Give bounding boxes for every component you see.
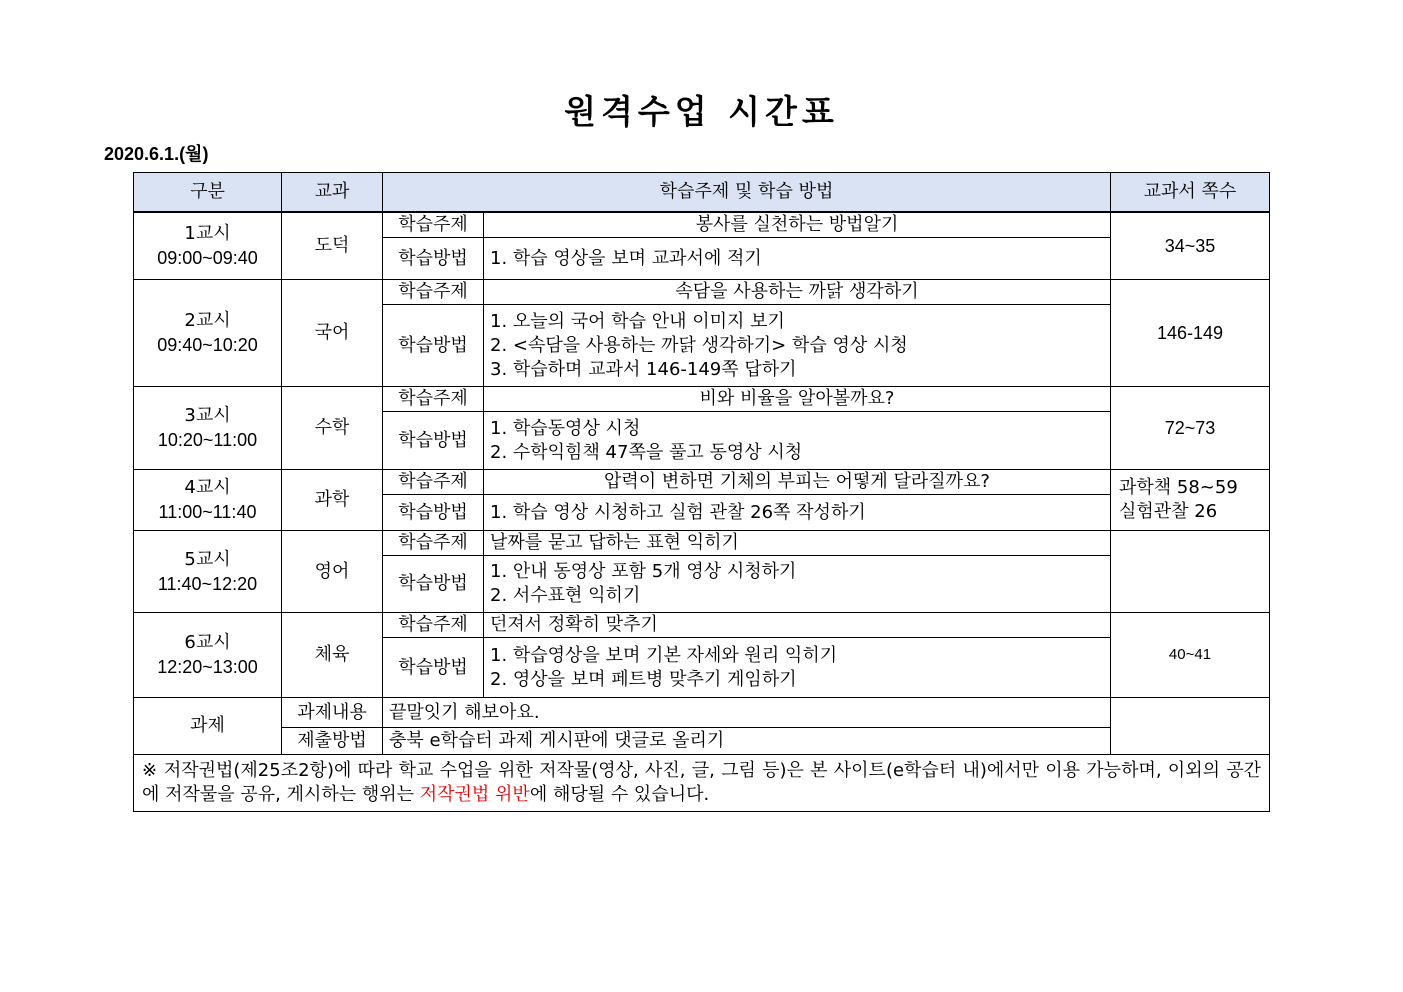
page-title: 원격수업 시간표 [564,92,839,131]
notice-text: ※ 저작권법(제25조2항)에 따라 학교 수업을 위한 저작물(영상, 사진, 글, 그림 등)은 본 사이트(e학습터 내)에서만 이용 가능하며, 이외의 공간에 저작물을 공유, 게시하는 행위는 [142,760,1261,805]
copyright-notice [134,755,1270,812]
pages-cell [1111,531,1270,613]
table-row [134,212,1270,238]
subject-cell: 수학 [282,387,383,470]
pages-line: 과학책 58~59 [1119,477,1238,498]
table-row [134,470,1270,495]
notice-highlight: 저작권법 위반 [419,784,530,805]
period-cell [134,212,282,280]
period-time: 11:40~12:20 [157,573,258,594]
pages-cell: 34~35 [1111,212,1270,280]
period-time: 09:40~10:20 [157,335,258,355]
table-row [134,698,1270,728]
period-cell [134,613,282,698]
period-label: 6교시 [184,632,231,653]
schedule-date: 2020.6.1.(월) [104,144,209,164]
period-time: 10:20~11:00 [157,430,258,450]
method-label: 학습방법 [383,238,484,280]
topic-text: 봉사를 실천하는 방법알기 [484,212,1111,238]
method-line: 1. 학습동영상 시청 [490,417,641,439]
method-line: 2. <속담을 사용하는 까닭 생각하기> 학습 영상 시청 [490,334,908,356]
homework-content: 끝말잇기 해보아요. [383,698,1111,728]
method-text [484,638,1111,698]
table-row [134,387,1270,412]
pages-cell: 40~41 [1111,613,1270,698]
method-line: 2. 수학익힘책 47쪽을 풀고 동영상 시청 [490,441,803,463]
topic-text: 압력이 변하면 기체의 부피는 어떻게 달라질까요? [484,470,1111,495]
method-label: 학습방법 [383,495,484,531]
pages-line: 실험관찰 26 [1119,501,1218,522]
period-cell [134,470,282,531]
method-label: 학습방법 [383,638,484,698]
pages-cell: 72~73 [1111,387,1270,470]
period-label: 5교시 [184,548,231,570]
period-cell [134,531,282,613]
method-line: 2. 서수표현 익히기 [490,585,641,606]
pages-cell: 146-149 [1111,280,1270,387]
subject-cell: 영어 [282,531,383,613]
period-label: 4교시 [184,477,231,498]
period-cell [134,387,282,470]
subject-cell: 국어 [282,280,383,387]
method-line: 3. 학습하며 교과서 146-149쪽 답하기 [490,358,797,380]
method-text [484,238,1111,280]
topic-label: 학습주제 [383,387,484,412]
period-label: 2교시 [184,310,231,331]
homework-submit: 충북 e학습터 과제 게시판에 댓글로 올리기 [383,728,1111,755]
period-cell [134,280,282,387]
topic-text: 비와 비율을 알아볼까요? [484,387,1111,412]
method-text [484,305,1111,387]
topic-label: 학습주제 [383,531,484,556]
method-line: 2. 영상을 보며 페트병 맞추기 게임하기 [490,668,797,690]
header-row [134,173,1270,213]
topic-label: 학습주제 [383,613,484,638]
subject-cell: 과학 [282,470,383,531]
method-text [484,412,1111,470]
period-time: 12:20~13:00 [157,657,258,677]
method-line: 1. 학습 영상을 보며 교과서에 적기 [490,247,762,269]
homework-submit-label: 제출방법 [282,728,383,755]
pages-cell [1111,470,1270,531]
topic-text: 던져서 정확히 맞추기 [484,613,1111,638]
topic-label: 학습주제 [383,280,484,305]
homework-pages-cell [1111,698,1270,755]
topic-text: 날짜를 묻고 답하는 표현 익히기 [484,531,1111,556]
topic-label: 학습주제 [383,470,484,495]
schedule-table [133,172,1270,812]
table-row [134,755,1270,812]
method-label: 학습방법 [383,412,484,470]
period-time: 11:00~11:40 [158,502,257,522]
table-row [134,613,1270,638]
period-label: 1교시 [184,223,231,244]
period-time: 09:00~09:40 [157,248,258,268]
subject-cell: 도덕 [282,212,383,280]
header-division: 구분 [134,173,282,213]
header-subject: 교과 [282,173,383,213]
table-row [134,280,1270,305]
homework-label: 과제 [134,698,282,755]
method-text [484,495,1111,531]
method-label: 학습방법 [383,305,484,387]
method-label: 학습방법 [383,556,484,613]
notice-text-end: 에 해당될 수 있습니다. [529,784,710,805]
subject-cell: 체육 [282,613,383,698]
table-row [134,728,1270,755]
table-row [134,531,1270,556]
header-topic-method: 학습주제 및 학습 방법 [383,173,1111,213]
homework-content-label: 과제내용 [282,698,383,728]
topic-text: 속담을 사용하는 까닭 생각하기 [484,280,1111,305]
method-line: 1. 학습영상을 보며 기본 자세와 원리 익히기 [490,644,838,666]
topic-label: 학습주제 [383,212,484,238]
method-text [484,556,1111,613]
period-label: 3교시 [184,405,231,426]
method-line: 1. 학습 영상 시청하고 실험 관찰 26쪽 작성하기 [490,501,866,523]
header-pages: 교과서 쪽수 [1111,173,1270,213]
method-line: 1. 안내 동영상 포함 5개 영상 시청하기 [490,561,797,582]
method-line: 1. 오늘의 국어 학습 안내 이미지 보기 [490,310,785,332]
